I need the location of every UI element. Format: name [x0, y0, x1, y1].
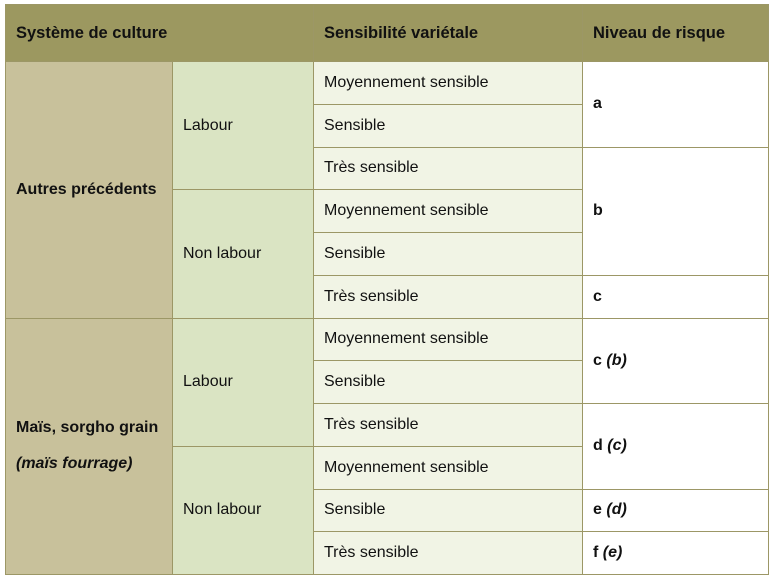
- risk-cell: [583, 318, 769, 404]
- sensitivity-cell: Sensible: [314, 233, 583, 276]
- system-label: Maïs, sorgho grain: [16, 419, 159, 437]
- risk-main: c: [593, 351, 602, 369]
- risk-main: d: [593, 437, 603, 455]
- sensitivity-cell: Très sensible: [314, 147, 583, 190]
- risk-main: e: [593, 501, 602, 519]
- sensitivity-cell: Très sensible: [314, 532, 583, 575]
- header-system: Système de culture: [6, 5, 314, 62]
- risk-alt: (d): [606, 501, 627, 519]
- sensitivity-cell: Moyennement sensible: [314, 62, 583, 105]
- risk-cell: [583, 489, 769, 532]
- tillage-cell: Non labour: [173, 190, 314, 318]
- risk-alt: (e): [602, 544, 623, 562]
- table-row: [6, 318, 769, 361]
- risk-alt: (b): [606, 351, 627, 369]
- tillage-cell: Labour: [173, 318, 314, 446]
- sensitivity-cell: Sensible: [314, 489, 583, 532]
- risk-main: c: [593, 287, 602, 305]
- table-row: [6, 62, 769, 105]
- sensitivity-cell: Sensible: [314, 361, 583, 404]
- risk-cell: [583, 147, 769, 275]
- header-risk: Niveau de risque: [583, 5, 769, 62]
- risk-cell: [583, 532, 769, 575]
- header-row: [6, 5, 769, 62]
- tillage-cell: Non labour: [173, 446, 314, 574]
- risk-main: a: [593, 95, 602, 113]
- sensitivity-cell: Moyennement sensible: [314, 446, 583, 489]
- header-sensitivity: Sensibilité variétale: [314, 5, 583, 62]
- sensitivity-cell: Sensible: [314, 104, 583, 147]
- risk-cell: [583, 404, 769, 490]
- risk-cell: [583, 275, 769, 318]
- system-sublabel: (maïs fourrage): [16, 455, 133, 473]
- system-cell-mais: [6, 318, 173, 575]
- risk-cell: [583, 62, 769, 148]
- risk-main: b: [593, 202, 603, 220]
- sensitivity-cell: Très sensible: [314, 275, 583, 318]
- risk-table: [5, 4, 769, 575]
- tillage-cell: Labour: [173, 62, 314, 190]
- system-cell-autres: [6, 62, 173, 319]
- risk-main: f: [593, 544, 599, 562]
- system-label: Autres précédents: [16, 180, 157, 198]
- sensitivity-cell: Très sensible: [314, 404, 583, 447]
- risk-alt: (c): [607, 437, 627, 455]
- sensitivity-cell: Moyennement sensible: [314, 190, 583, 233]
- sensitivity-cell: Moyennement sensible: [314, 318, 583, 361]
